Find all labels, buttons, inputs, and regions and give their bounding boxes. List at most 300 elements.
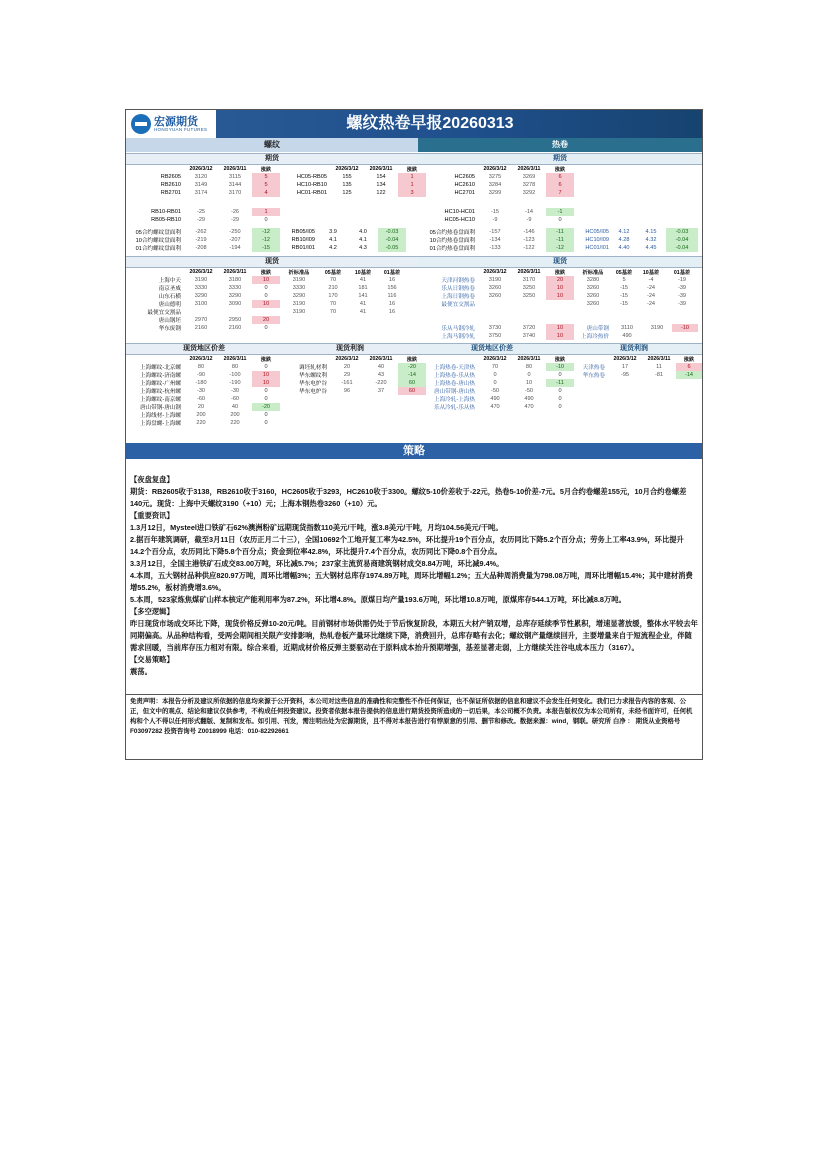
column-header <box>126 165 184 173</box>
value-cell: 20 <box>197 404 205 410</box>
value-cell: -25 <box>196 209 206 215</box>
header-row <box>572 355 702 363</box>
change-cell: 1 <box>252 208 280 216</box>
row-label: 上海热卷-乐从热 <box>433 373 475 379</box>
value-cell: -29 <box>230 217 240 223</box>
logo-text-en: HONGYUAN FUTURES <box>154 127 208 132</box>
row-label: 上海螺纹-杭州螺 <box>139 389 181 395</box>
basis-cell <box>378 316 406 324</box>
data-row <box>282 363 426 371</box>
value-cell: 470 <box>490 404 500 410</box>
strategy-paragraph: 【夜盘复盘】 <box>130 475 174 484</box>
section-rj-region: 现货地区价差 <box>418 343 566 355</box>
row-label: HC01-RB01 <box>296 190 327 196</box>
value-cell: 3740 <box>522 333 536 339</box>
strategy-paragraph: 【多空逻辑】 <box>130 607 174 616</box>
column-header: 折标准品 <box>288 269 310 276</box>
report-title: 螺纹热卷早报20260313 <box>346 115 514 132</box>
value-cell <box>512 300 546 308</box>
data-row <box>126 379 280 387</box>
data-row <box>126 316 406 324</box>
row-label: RB01/I01 <box>291 245 315 251</box>
header-row <box>126 268 406 276</box>
data-row <box>126 236 406 244</box>
column-header <box>126 355 184 363</box>
column-header <box>282 355 330 363</box>
column-header: 2026/3/11 <box>517 166 541 172</box>
value-cell: 3730 <box>488 325 502 331</box>
value-cell: 80 <box>197 364 205 370</box>
basis-cell: -39 <box>677 301 687 307</box>
column-header: 涨跌 <box>554 166 566 173</box>
value-cell: -50 <box>490 388 500 394</box>
row-label: 05合约螺纹盘面利 <box>135 230 181 236</box>
value-cell: 4.1 <box>359 237 367 243</box>
row-label: 南京圣威 <box>158 286 181 292</box>
change-cell: 10 <box>252 276 280 284</box>
section-luo-region: 现货地区价差 <box>126 343 282 355</box>
row-label: 01合约螺纹盘面利 <box>135 246 181 252</box>
row-label: 上海中天 <box>158 278 181 284</box>
luo-region <box>126 355 280 427</box>
value-cell <box>184 308 218 316</box>
basis-cell: -15 <box>619 301 629 307</box>
row-label: 上海热卷-唐山热 <box>433 381 475 387</box>
value-cell: 3260 <box>488 285 502 291</box>
basis-cell: 16 <box>388 277 396 283</box>
column-header: 01基差 <box>673 269 691 276</box>
header-row <box>418 165 574 173</box>
row-label: 乐从日钢热卷 <box>441 286 475 292</box>
column-header: 2026/3/12 <box>613 356 637 362</box>
value-cell: 3190 <box>194 277 208 283</box>
change-cell: 0 <box>558 404 562 410</box>
change-cell: 10 <box>546 284 574 292</box>
rj-cold <box>418 324 698 340</box>
row-label: HC05-RB05 <box>296 174 327 180</box>
row-label: RB10-RB01 <box>151 209 181 215</box>
change-cell <box>252 308 280 316</box>
data-row <box>418 189 574 197</box>
column-header: 2026/3/11 <box>223 356 247 362</box>
change-cell: -10 <box>672 324 698 332</box>
luo-futures-main <box>126 165 280 197</box>
strategy-paragraph: 昨日现货市场成交环比下降，现货价格反弹10-20元/吨。目前钢材市场供需仍处于节后恢复阶段，本期五大材产销双增，总库存延续季节性累积，增速显著放缓，整体水平较去年同期偏高。从品种结构看，受两会期间相关限产安排影响，热轧卷板产量环比继续下降，消费回升，总库存略有去化；螺纹钢产量继续回升，主要增量来自于短流程企业，伴随需求回暖，当前库存压力相对有限。综合来看，近期成材价格反弹主要驱动在于原料成本抬升预期增强，基差显著走弱，上方继续关注谷电成本压力（3167）。 <box>130 619 698 652</box>
basis-cell: 41 <box>359 309 367 315</box>
value-cell: 80 <box>525 364 533 370</box>
row-label: HC05/I05 <box>585 229 609 235</box>
column-header: 涨跌 <box>406 166 418 173</box>
row-label: 上海盘螺-上海螺 <box>139 421 181 427</box>
change-cell: 10 <box>546 332 574 340</box>
basis-cell: 70 <box>329 277 337 283</box>
row-label: 唐山带钢-唐山钢 <box>139 405 181 411</box>
value-cell: 3250 <box>522 293 536 299</box>
change-cell: 4 <box>252 189 280 197</box>
strategy-paragraph: 期货：RB2605收于3138，RB2610收于3160，HC2605收于3293，HC2610收于3300。螺纹5-10价差收于-22元，热卷5-10价差-7元。5月合约卷螺差155元，10月合约卷螺差140元。现货：上海中天螺纹3190（+10）元；上海本钢热卷3260（+10）元。 <box>130 487 687 508</box>
value-cell <box>280 316 318 324</box>
value-cell: 11 <box>656 364 662 370</box>
value-cell: -14 <box>524 209 534 215</box>
data-row <box>126 292 406 300</box>
value-cell: 10 <box>525 380 533 386</box>
value-cell: -146 <box>523 229 535 235</box>
value-cell: 2160 <box>194 325 208 331</box>
change-cell: -14 <box>398 371 426 379</box>
value-cell: 80 <box>231 364 239 370</box>
change-cell: 6 <box>546 173 574 181</box>
row-label: 上海日钢热卷 <box>441 294 475 300</box>
section-luo-profit: 现货利润 <box>282 343 418 355</box>
change-cell: 10 <box>252 371 280 379</box>
data-row <box>126 371 280 379</box>
luo-calendar <box>126 208 280 224</box>
data-row <box>418 276 698 284</box>
value-cell <box>218 308 252 316</box>
value-cell: -100 <box>229 372 241 378</box>
row-label: RB2701 <box>160 190 181 196</box>
value-cell: 4.2 <box>329 245 337 251</box>
value-cell: 40 <box>231 404 239 410</box>
data-row <box>572 363 702 371</box>
row-label: 唐山带钢 <box>586 326 609 332</box>
data-row <box>126 208 280 216</box>
change-cell: -12 <box>252 228 280 236</box>
column-header: 2026/3/12 <box>483 269 507 275</box>
section-luo-spot: 现货 <box>126 256 418 268</box>
change-cell: -12 <box>546 244 574 252</box>
data-row <box>418 363 574 371</box>
change-cell: -0.04 <box>666 236 698 244</box>
basis-cell: 70 <box>329 301 337 307</box>
report-sheet <box>125 109 703 760</box>
data-row <box>418 236 698 244</box>
value-cell: -180 <box>195 380 207 386</box>
strategy-text <box>130 474 698 678</box>
data-row <box>126 244 406 252</box>
value-cell: -15 <box>490 209 500 215</box>
column-header <box>418 268 478 276</box>
value-cell: 3170 <box>228 190 242 196</box>
row-label: 上海螺纹-济南螺 <box>139 373 181 379</box>
data-row <box>282 173 426 181</box>
section-luo-futures: 期货 <box>126 153 418 165</box>
value-cell: 4.12 <box>618 229 630 235</box>
change-cell: 0 <box>264 293 268 299</box>
value-cell: 3260 <box>488 293 502 299</box>
row-label: 上海螺纹-广州螺 <box>139 381 181 387</box>
column-header: 2026/3/12 <box>335 166 359 172</box>
change-cell: 60 <box>398 379 426 387</box>
column-header: 2026/3/12 <box>189 166 213 172</box>
column-header: 涨跌 <box>260 166 272 173</box>
value-cell: -50 <box>524 388 534 394</box>
data-row <box>126 300 406 308</box>
basis-cell: 210 <box>328 285 338 291</box>
value-cell: 43 <box>377 372 385 378</box>
value-cell: 70 <box>491 364 499 370</box>
value-cell: 40 <box>377 364 385 370</box>
data-row <box>126 173 280 181</box>
data-row <box>418 403 574 411</box>
value-cell: -208 <box>195 245 207 251</box>
row-label: RB2610 <box>160 182 181 188</box>
column-header: 01基差 <box>383 269 401 276</box>
value-cell: -157 <box>489 229 501 235</box>
value-cell: 3144 <box>228 182 242 188</box>
data-row <box>282 371 426 379</box>
value-cell: -220 <box>375 380 387 386</box>
basis-cell: 16 <box>388 309 396 315</box>
column-header: 10基差 <box>354 269 372 276</box>
column-header: 10基差 <box>642 269 660 276</box>
basis-cell: 156 <box>387 285 397 291</box>
change-cell: 20 <box>546 276 574 284</box>
change-cell: 3 <box>398 189 426 197</box>
value-cell: 3280 <box>586 277 600 283</box>
value-cell: -123 <box>523 237 535 243</box>
value-cell: -250 <box>229 229 241 235</box>
column-header: 2026/3/12 <box>483 356 507 362</box>
data-row <box>126 403 280 411</box>
value-cell: 3090 <box>228 301 242 307</box>
change-cell: 0 <box>264 325 268 331</box>
change-cell: 5 <box>252 181 280 189</box>
value-cell: -60 <box>196 396 206 402</box>
value-cell: 200 <box>230 412 240 418</box>
value-cell: 4.40 <box>618 245 630 251</box>
value-cell <box>478 300 512 308</box>
change-cell: -10 <box>546 363 574 371</box>
value-cell: -194 <box>229 245 241 251</box>
column-header: 涨跌 <box>554 356 566 363</box>
data-row <box>418 324 698 332</box>
change-cell: -0.03 <box>666 228 698 236</box>
change-cell: -0.04 <box>378 236 406 244</box>
value-cell: -207 <box>229 237 241 243</box>
value-cell: 20 <box>343 364 351 370</box>
basis-cell: -24 <box>646 293 656 299</box>
value-cell: 200 <box>196 412 206 418</box>
luo-profit <box>282 355 426 395</box>
data-row <box>282 189 426 197</box>
row-label: 华东螺纹利 <box>299 373 327 379</box>
basis-cell: -15 <box>619 285 629 291</box>
data-row <box>126 284 406 292</box>
column-header: 折标准品 <box>582 269 604 276</box>
value-cell: 134 <box>376 182 386 188</box>
value-cell: 3260 <box>586 285 600 291</box>
value-cell: 3290 <box>292 293 306 299</box>
value-cell: 3330 <box>228 285 242 291</box>
row-label: 华东电炉谷 <box>299 381 327 387</box>
change-cell: 10 <box>252 300 280 308</box>
header-row <box>282 165 426 173</box>
value-cell: 3.9 <box>329 229 337 235</box>
data-row <box>418 387 574 395</box>
report-header <box>126 110 702 138</box>
column-header: 2026/3/11 <box>369 166 393 172</box>
value-cell: -26 <box>230 209 240 215</box>
value-cell: 4.28 <box>618 237 630 243</box>
value-cell: -122 <box>523 245 535 251</box>
value-cell: 490 <box>490 396 500 402</box>
change-cell <box>546 300 574 308</box>
row-label: 最便宜交割品 <box>147 310 181 316</box>
value-cell: -134 <box>489 237 501 243</box>
data-row <box>418 173 574 181</box>
data-row <box>418 371 574 379</box>
column-header: 05基差 <box>324 269 342 276</box>
row-label: 乐从马钢冷轧 <box>441 326 475 332</box>
value-cell: 3720 <box>522 325 536 331</box>
data-row <box>418 244 698 252</box>
row-label: 调坯轧材利 <box>299 365 327 371</box>
change-cell: 5 <box>252 173 280 181</box>
column-header: 涨跌 <box>554 269 566 276</box>
value-cell: -133 <box>489 245 501 251</box>
row-label: 05合约热卷盘面利 <box>429 230 475 236</box>
value-cell: 3750 <box>488 333 502 339</box>
strategy-paragraph: 3.3月12日，全国主港铁矿石成交83.00万吨，环比减5.7%；237家主流贸易商建筑钢材成交8.84万吨，环比减9.4%。 <box>130 559 504 568</box>
data-row <box>418 284 698 292</box>
value-cell: 4.0 <box>359 229 367 235</box>
row-label: 唐山带钢-唐山热 <box>433 389 475 395</box>
luo-futures-spread <box>282 165 426 197</box>
change-cell: 7 <box>546 189 574 197</box>
value-cell: 3284 <box>488 182 502 188</box>
column-header <box>418 165 478 173</box>
row-label: 山东石横 <box>158 294 181 300</box>
basis-cell: -4 <box>648 277 654 283</box>
strategy-paragraph: 【重要资讯】 <box>130 511 174 520</box>
data-row <box>418 228 698 236</box>
value-cell: 3292 <box>522 190 536 196</box>
data-row <box>572 371 702 379</box>
data-row <box>126 419 280 427</box>
section-rj-profit: 现货利润 <box>566 343 702 355</box>
basis-cell: -19 <box>677 277 687 283</box>
value-cell: 125 <box>342 190 352 196</box>
value-cell: 3170 <box>522 277 536 283</box>
value-cell: 3120 <box>194 174 208 180</box>
basis-cell: -24 <box>646 285 656 291</box>
row-label: HC05-HC10 <box>444 217 475 223</box>
change-cell: -15 <box>252 244 280 252</box>
column-header: 05基差 <box>615 269 633 276</box>
value-cell: 3269 <box>522 174 536 180</box>
value-cell: 490 <box>622 333 632 339</box>
basis-cell: -24 <box>646 301 656 307</box>
strategy-band: 策略 <box>126 443 702 459</box>
value-cell: -95 <box>620 372 630 378</box>
value-cell: 470 <box>524 404 534 410</box>
luo-spot <box>126 268 406 332</box>
change-cell: 10 <box>252 379 280 387</box>
row-label: 华东废钢 <box>158 326 181 332</box>
rj-spot <box>418 268 698 308</box>
change-cell: -0.04 <box>666 244 698 252</box>
change-cell: -11 <box>546 236 574 244</box>
change-cell: -20 <box>398 363 426 371</box>
value-cell: 0 <box>493 372 497 378</box>
data-row <box>418 395 574 403</box>
change-cell: 0 <box>558 217 562 223</box>
change-cell: 0 <box>558 388 562 394</box>
row-label: 上海冷热价 <box>581 334 609 340</box>
data-row <box>418 181 574 189</box>
data-row <box>126 363 280 371</box>
value-cell: 4.3 <box>359 245 367 251</box>
basis-cell: 41 <box>359 277 367 283</box>
value-cell: 3275 <box>488 174 502 180</box>
basis-cell: 181 <box>358 285 368 291</box>
row-label: 华东电炉谷 <box>299 389 327 395</box>
value-cell: 3110 <box>620 325 634 331</box>
value-cell: 2950 <box>228 317 242 323</box>
basis-cell: 5 <box>622 277 626 283</box>
change-cell: -1 <box>546 208 574 216</box>
change-cell: -0.05 <box>378 244 406 252</box>
value-cell: 3180 <box>228 277 242 283</box>
row-label: HC2610 <box>454 182 475 188</box>
column-header <box>126 268 184 276</box>
header-row <box>126 355 280 363</box>
row-label: 天津热卷 <box>582 365 605 371</box>
data-row <box>126 181 280 189</box>
value-cell: -29 <box>196 217 206 223</box>
value-cell: -190 <box>229 380 241 386</box>
disclaimer: 免责声明：本报告分析及建议所依据的信息均来源于公开资料，本公司对这些信息的准确性和完整性不作任何保证，也不保证所依据的信息和建议不会发生任何变化。我们已力求报告内容的客观、公正，但文中的观点、结论和建议仅供参考，不构成任何投资建议。投资者依据本报告提供的信息进行期货投资所造成的一切后果，本公司概不负责。本报告版权仅为本公司所有，未经书面许可，任何机构和个人不得以任何形式翻版、复制和发布。如引用、刊发，需注明出处为宏源期货，且不得对本报告进行有悖原意的引用、删节和修改。数据来源：wind，钢联。研究所 白净 ： 期货从业资格号F03097282 投资咨询号 Z0018999 电话：010-82292661 <box>130 698 693 735</box>
basis-cell: 70 <box>329 309 337 315</box>
data-row <box>418 292 698 300</box>
basis-cell <box>318 324 348 332</box>
value-cell: 3260 <box>586 301 600 307</box>
column-header: 涨跌 <box>406 356 418 363</box>
disclaimer-divider <box>126 694 702 695</box>
value-cell: 37 <box>377 388 385 394</box>
row-label: HC10-HC01 <box>444 209 475 215</box>
value-cell <box>280 324 318 332</box>
row-label: 上海马钢冷轧 <box>441 334 475 340</box>
column-header: 涨跌 <box>260 356 272 363</box>
row-label: 华东热卷 <box>582 373 605 379</box>
change-cell: 1 <box>398 173 426 181</box>
value-cell: 0 <box>493 380 497 386</box>
value-cell: 3149 <box>194 182 208 188</box>
value-cell: 3290 <box>228 293 242 299</box>
row-label: 上海螺纹-北京螺 <box>139 365 181 371</box>
change-cell: 6 <box>546 181 574 189</box>
basis-cell: 116 <box>387 293 397 299</box>
value-cell: 3250 <box>522 285 536 291</box>
value-cell: 3190 <box>488 277 502 283</box>
company-logo <box>126 110 216 138</box>
band-luowen: 螺纹 <box>126 138 418 152</box>
change-cell: 0 <box>264 364 268 370</box>
data-row <box>418 332 698 340</box>
value-cell: 3330 <box>194 285 208 291</box>
change-cell: 0 <box>264 217 268 223</box>
value-cell: 2970 <box>194 317 208 323</box>
change-cell: 60 <box>398 387 426 395</box>
value-cell: 3278 <box>522 182 536 188</box>
data-row <box>126 387 280 395</box>
rj-calendar <box>418 208 574 224</box>
column-header: 2026/3/11 <box>223 269 247 275</box>
change-cell: -11 <box>546 379 574 387</box>
row-label: 10合约热卷盘面利 <box>429 238 475 244</box>
